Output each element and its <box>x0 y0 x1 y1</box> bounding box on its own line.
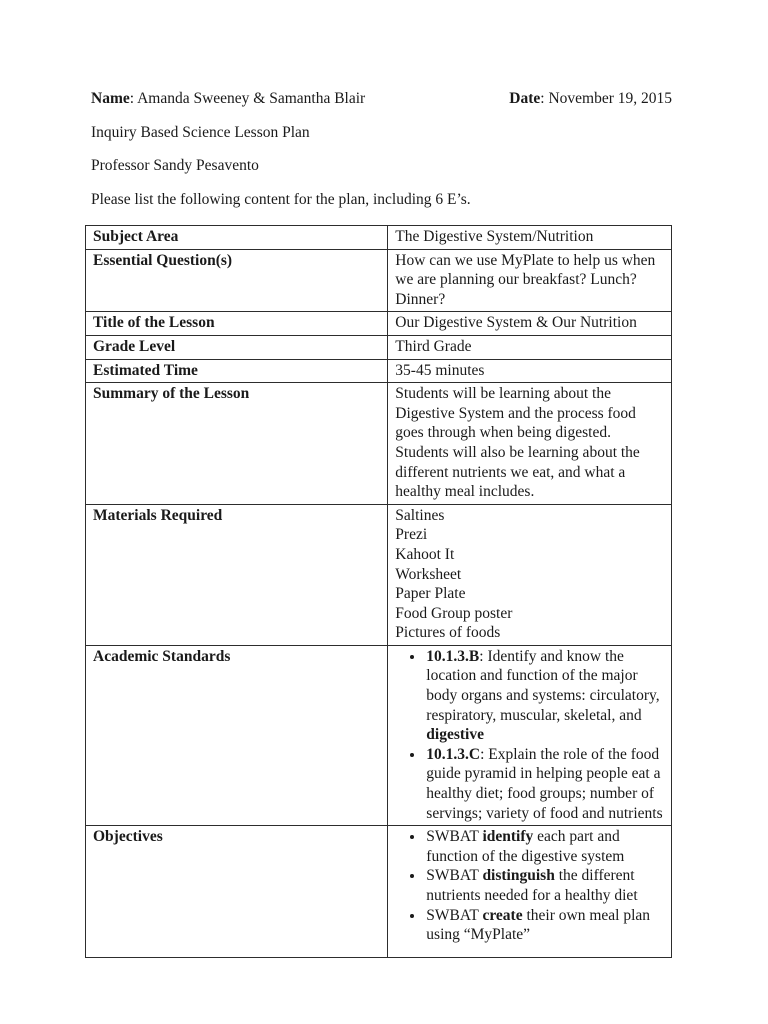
row-value <box>388 826 672 958</box>
text-segment: SWBAT <box>426 867 483 885</box>
text-segment: How can we use MyPlate to help us when we are planning our breakfast? Lunch? Dinner? <box>395 251 656 308</box>
text-segment: the different nutrients needed for a healthy diet <box>426 867 638 904</box>
row-value <box>388 645 672 825</box>
row-value <box>388 249 672 312</box>
text-segment: Food Group poster <box>395 604 513 622</box>
table-row <box>86 504 672 645</box>
text-segment: digestive <box>426 726 484 744</box>
table-row <box>86 826 672 958</box>
name-date-line <box>91 89 672 109</box>
value-line <box>395 337 665 357</box>
date-value: : November 19, 2015 <box>540 90 672 107</box>
value-line <box>395 227 665 247</box>
value-line <box>395 525 665 545</box>
text-segment: their own meal plan using “MyPlate” <box>426 906 650 944</box>
row-value <box>388 226 672 250</box>
value-line <box>395 565 665 585</box>
date-label: Date <box>509 90 541 107</box>
text-segment: : Explain the role of the food guide pyramid in helping people eat a healthy diet; food groups; number of servings; variety of food and nutrients <box>426 745 663 822</box>
text-segment: Students will be learning about the Digestive System and the process food goes through when being digested. Students will also be learning about the different nutrients we eat, and what a healthy meal includes. <box>395 385 640 501</box>
row-label: Summary of the Lesson <box>86 383 388 505</box>
row-label: Estimated Time <box>86 359 388 383</box>
bullet-item <box>425 647 665 745</box>
row-label: Title of the Lesson <box>86 312 388 336</box>
text-segment: Kahoot It <box>395 545 455 563</box>
row-label: Objectives <box>86 826 388 958</box>
text-segment: distinguish <box>482 867 555 885</box>
text-segment: Paper Plate <box>395 585 466 603</box>
row-value <box>388 335 672 359</box>
bullet-item <box>425 866 665 905</box>
table-row <box>86 249 672 312</box>
name-label: Name <box>91 90 130 107</box>
text-segment: 10.1.3.C <box>426 745 481 763</box>
text-segment: each part and function of the digestive system <box>426 828 625 865</box>
name-field <box>91 89 365 109</box>
row-value <box>388 312 672 336</box>
name-value: : Amanda Sweeney & Samantha Blair <box>129 90 366 107</box>
text-segment: Pictures of foods <box>395 624 501 642</box>
professor-line: Professor Sandy Pesavento <box>91 157 259 174</box>
row-label: Materials Required <box>86 504 388 645</box>
row-label: Essential Question(s) <box>86 249 388 312</box>
value-line <box>395 361 665 381</box>
table-row <box>86 383 672 505</box>
document-header <box>91 89 672 223</box>
instruction-line: Please list the following content for the plan, including 6 E’s. <box>91 190 471 208</box>
value-line <box>395 584 665 604</box>
row-label: Grade Level <box>86 335 388 359</box>
value-line <box>395 384 665 502</box>
bullet-item <box>425 906 665 945</box>
table-row <box>86 645 672 825</box>
text-segment: Third Grade <box>395 337 472 355</box>
value-line <box>395 623 665 643</box>
row-label: Academic Standards <box>86 645 388 825</box>
text-segment: create <box>482 906 523 924</box>
row-value <box>388 359 672 383</box>
bullet-list <box>395 827 665 945</box>
text-segment: Prezi <box>395 526 428 544</box>
text-segment: 10.1.3.B <box>426 647 480 665</box>
bullet-list <box>395 647 665 823</box>
row-value <box>388 383 672 505</box>
value-line <box>395 545 665 565</box>
value-line <box>395 313 665 333</box>
text-segment: Saltines <box>395 506 445 524</box>
text-segment: The Digestive System/Nutrition <box>395 228 594 245</box>
row-label: Subject Area <box>86 226 388 250</box>
text-segment: Worksheet <box>395 565 462 583</box>
bullet-item <box>425 827 665 866</box>
value-line <box>395 251 665 310</box>
lesson-plan-table <box>85 225 672 958</box>
table-row <box>86 226 672 250</box>
text-segment: : Identify and know the location and function of the major body organs and systems: circulatory, respiratory, muscular, skeletal, and <box>426 647 660 724</box>
lesson-table-body <box>86 226 672 958</box>
table-row <box>86 312 672 336</box>
value-line <box>395 506 665 526</box>
document-subtitle: Inquiry Based Science Lesson Plan <box>91 123 310 141</box>
text-segment: SWBAT <box>426 828 483 846</box>
text-segment: Our Digestive System & Our Nutrition <box>395 314 637 332</box>
date-field <box>509 89 672 109</box>
bullet-item <box>425 745 665 823</box>
text-segment: identify <box>482 828 534 846</box>
table-row <box>86 335 672 359</box>
text-segment: SWBAT <box>426 906 483 924</box>
value-line <box>395 604 665 624</box>
row-value <box>388 504 672 645</box>
table-row <box>86 359 672 383</box>
text-segment: 35-45 minutes <box>395 361 485 379</box>
